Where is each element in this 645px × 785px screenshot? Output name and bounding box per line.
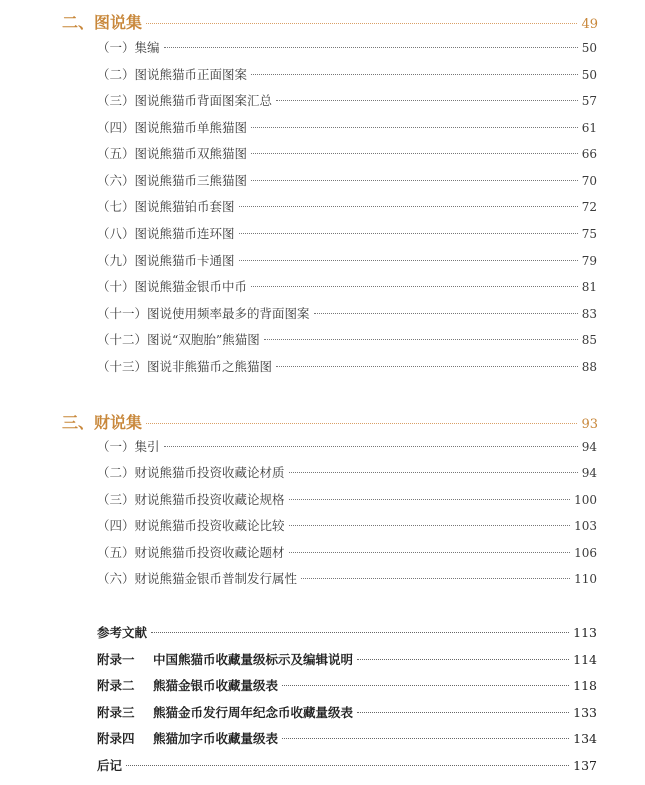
toc-entry[interactable]	[97, 118, 597, 136]
dot-leader	[289, 472, 578, 473]
entry-title: （五）图说熊猫币双熊猫图	[97, 146, 248, 161]
entry-page-number: 106	[574, 546, 597, 560]
dot-leader	[126, 765, 569, 766]
entry-title: （四）财说熊猫币投资收藏论比较	[97, 518, 285, 533]
section-title: 三、财说集	[62, 413, 143, 432]
entry-page-number: 94	[581, 440, 597, 454]
entry-title: （一）集编	[97, 40, 160, 55]
dot-leader	[151, 632, 569, 633]
references-page-number: 113	[573, 625, 597, 640]
toc-entry[interactable]	[97, 490, 597, 508]
entry-page-number: 61	[581, 121, 597, 135]
toc-entry[interactable]	[97, 251, 597, 269]
section-title: 二、图说集	[62, 13, 143, 32]
toc-appendix[interactable]	[97, 676, 597, 694]
appendix-label: 附录三	[97, 705, 135, 720]
toc-entry[interactable]	[97, 171, 597, 189]
entry-page-number: 85	[581, 333, 597, 347]
appendix-title: 熊猫金银币收藏量级表	[153, 678, 279, 693]
entry-title: （四）图说熊猫币单熊猫图	[97, 120, 248, 135]
appendix-page-number: 118	[573, 678, 597, 693]
toc-section-2[interactable]	[62, 10, 598, 33]
toc-entry[interactable]	[97, 277, 597, 295]
entry-title: （一）集引	[97, 439, 160, 454]
entry-page-number: 75	[581, 227, 597, 241]
toc-references[interactable]	[97, 623, 597, 641]
entry-page-number: 79	[581, 254, 597, 268]
entry-page-number: 83	[581, 307, 597, 321]
appendix-title: 中国熊猫币收藏量级标示及编辑说明	[153, 652, 354, 667]
section-page-number: 93	[581, 417, 598, 432]
toc-entry[interactable]	[97, 38, 597, 56]
entry-page-number: 57	[581, 94, 597, 108]
toc-entry[interactable]	[97, 357, 597, 375]
afterword-title: 后记	[97, 758, 123, 773]
dot-leader	[164, 446, 578, 447]
appendix-title: 熊猫金币发行周年纪念币收藏量级表	[153, 705, 354, 720]
dot-leader	[251, 153, 578, 154]
toc-entry[interactable]	[97, 144, 597, 162]
dot-leader	[282, 738, 569, 739]
dot-leader	[289, 552, 571, 553]
toc-section-3[interactable]	[62, 410, 598, 433]
entry-page-number: 72	[581, 200, 597, 214]
entry-title: （三）财说熊猫币投资收藏论规格	[97, 492, 285, 507]
appendix-page-number: 114	[573, 652, 597, 667]
entry-title: （九）图说熊猫币卡通图	[97, 253, 235, 268]
toc-entry[interactable]	[97, 569, 597, 587]
appendix-page-number: 134	[573, 731, 597, 746]
dot-leader	[164, 47, 578, 48]
dot-leader	[289, 525, 571, 526]
dot-leader	[264, 339, 578, 340]
entry-page-number: 70	[581, 174, 597, 188]
entry-title: （十一）图说使用频率最多的背面图案	[97, 306, 310, 321]
dot-leader	[289, 499, 571, 500]
appendix-page-number: 133	[573, 705, 597, 720]
toc-entry[interactable]	[97, 197, 597, 215]
toc-entry[interactable]	[97, 543, 597, 561]
dot-leader	[357, 712, 569, 713]
afterword-page-number: 137	[573, 758, 597, 773]
toc-entry[interactable]	[97, 330, 597, 348]
dot-leader	[239, 206, 578, 207]
dot-leader	[251, 180, 578, 181]
entry-page-number: 50	[581, 68, 597, 82]
toc-entry[interactable]	[97, 304, 597, 322]
entry-title: （八）图说熊猫币连环图	[97, 226, 235, 241]
entry-title: （二）图说熊猫币正面图案	[97, 67, 248, 82]
toc-entry[interactable]	[97, 91, 597, 109]
dot-leader	[146, 23, 577, 24]
dot-leader	[276, 366, 578, 367]
entry-title: （六）财说熊猫金银币普制发行属性	[97, 571, 298, 586]
toc-appendix[interactable]	[97, 650, 597, 668]
entry-title: （七）图说熊猫铂币套图	[97, 199, 235, 214]
entry-page-number: 103	[574, 519, 597, 533]
dot-leader	[239, 260, 578, 261]
dot-leader	[251, 74, 578, 75]
entry-title: （五）财说熊猫币投资收藏论题材	[97, 545, 285, 560]
entry-page-number: 88	[581, 360, 597, 374]
dot-leader	[282, 685, 569, 686]
appendix-label: 附录四	[97, 731, 135, 746]
toc-appendix[interactable]	[97, 729, 597, 747]
entry-title: （十）图说熊猫金银币中币	[97, 279, 248, 294]
toc-entry[interactable]	[97, 463, 597, 481]
entry-page-number: 81	[581, 280, 597, 294]
dot-leader	[276, 100, 578, 101]
entry-title: （十三）图说非熊猫币之熊猫图	[97, 359, 273, 374]
entry-page-number: 100	[574, 493, 597, 507]
entry-page-number: 94	[581, 466, 597, 480]
appendix-label: 附录二	[97, 678, 135, 693]
dot-leader	[239, 233, 578, 234]
entry-page-number: 66	[581, 147, 597, 161]
dot-leader	[251, 127, 578, 128]
dot-leader	[314, 313, 578, 314]
dot-leader	[301, 578, 570, 579]
toc-entry[interactable]	[97, 437, 597, 455]
toc-afterword[interactable]	[97, 756, 597, 774]
dot-leader	[251, 286, 578, 287]
toc-entry[interactable]	[97, 516, 597, 534]
references-title: 参考文献	[97, 625, 148, 640]
entry-title: （六）图说熊猫币三熊猫图	[97, 173, 248, 188]
entry-title: （十二）图说“双胞胎”熊猫图	[97, 332, 260, 347]
dot-leader	[357, 659, 569, 660]
dot-leader	[146, 423, 577, 424]
entry-page-number: 50	[581, 41, 597, 55]
entry-title: （三）图说熊猫币背面图案汇总	[97, 93, 273, 108]
toc-appendix[interactable]	[97, 703, 597, 721]
appendix-title: 熊猫加字币收藏量级表	[153, 731, 279, 746]
appendix-label: 附录一	[97, 652, 135, 667]
entry-title: （二）财说熊猫币投资收藏论材质	[97, 465, 285, 480]
entry-page-number: 110	[574, 572, 597, 586]
toc-entry[interactable]	[97, 65, 597, 83]
section-page-number: 49	[581, 17, 598, 32]
toc-entry[interactable]	[97, 224, 597, 242]
